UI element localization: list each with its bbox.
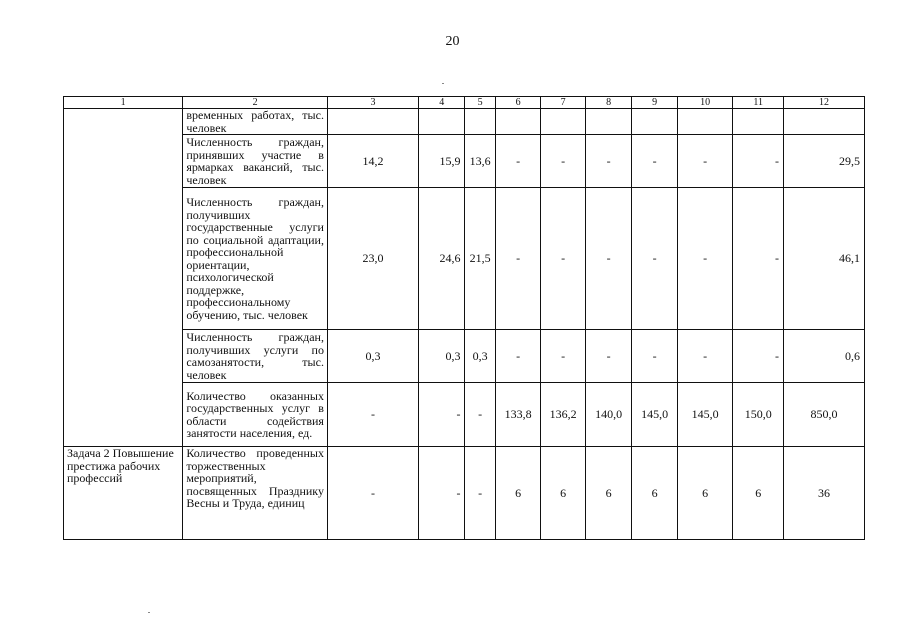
col-header-6: 6 (495, 97, 541, 109)
value-cell: 21,5 (465, 188, 495, 330)
indicator-cell: Количество проведенных торжественных мероприятий, посвященных Празднику Весны и Труда, единиц (183, 447, 328, 540)
col-header-8: 8 (585, 97, 632, 109)
value-cell: - (327, 383, 418, 447)
col-header-5: 5 (465, 97, 495, 109)
value-cell (784, 109, 865, 135)
task-cell: Задача 2 Повышение престижа рабочих профессий (64, 447, 183, 540)
value-cell: - (632, 330, 678, 383)
value-cell: 0,6 (784, 330, 865, 383)
col-header-10: 10 (677, 97, 733, 109)
value-cell: 24,6 (418, 188, 465, 330)
value-cell (632, 109, 678, 135)
value-cell: 23,0 (327, 188, 418, 330)
value-cell: - (327, 447, 418, 540)
indicator-cell: временных работах, тыс. человек (183, 109, 328, 135)
table-row (64, 330, 865, 383)
value-cell: 29,5 (784, 135, 865, 188)
value-cell (733, 109, 784, 135)
value-cell: - (733, 330, 784, 383)
value-cell: 6 (495, 447, 541, 540)
value-cell: - (541, 135, 586, 188)
value-cell: - (733, 135, 784, 188)
value-cell: 0,3 (465, 330, 495, 383)
value-cell: 6 (677, 447, 733, 540)
value-cell: 150,0 (733, 383, 784, 447)
task-cell (64, 109, 183, 447)
col-header-12: 12 (784, 97, 865, 109)
value-cell: - (541, 330, 586, 383)
value-cell: - (465, 383, 495, 447)
value-cell: - (632, 135, 678, 188)
value-cell: - (495, 330, 541, 383)
page-number: 20 (445, 34, 460, 49)
value-cell: 145,0 (677, 383, 733, 447)
value-cell (465, 109, 495, 135)
table-row (64, 135, 865, 188)
value-cell: 145,0 (632, 383, 678, 447)
value-cell (541, 109, 586, 135)
value-cell: 14,2 (327, 135, 418, 188)
value-cell: 13,6 (465, 135, 495, 188)
value-cell: 46,1 (784, 188, 865, 330)
value-cell: 6 (733, 447, 784, 540)
value-cell: 140,0 (585, 383, 632, 447)
header-row (64, 97, 865, 109)
value-cell: 6 (632, 447, 678, 540)
table-row (64, 188, 865, 330)
value-cell: - (465, 447, 495, 540)
value-cell (327, 109, 418, 135)
value-cell: 0,3 (418, 330, 465, 383)
value-cell (677, 109, 733, 135)
value-cell: - (733, 188, 784, 330)
value-cell: - (677, 188, 733, 330)
value-cell: 36 (784, 447, 865, 540)
value-cell: - (495, 188, 541, 330)
scan-speck (148, 612, 150, 613)
col-header-9: 9 (632, 97, 678, 109)
value-cell: - (541, 188, 586, 330)
value-cell: 850,0 (784, 383, 865, 447)
value-cell (585, 109, 632, 135)
value-cell: - (677, 135, 733, 188)
col-header-7: 7 (541, 97, 586, 109)
value-cell: 133,8 (495, 383, 541, 447)
value-cell: 6 (585, 447, 632, 540)
indicator-cell: Количество оказанных государственных услуг в области содействия занятости населения, ед. (183, 383, 328, 447)
indicator-cell: Численность граждан, получивших государственные услуги по социальной адаптации, профессиональной ориентации, психологической поддержке, профессиональному обучению, тыс. человек (183, 188, 328, 330)
col-header-2: 2 (183, 97, 328, 109)
value-cell: - (585, 330, 632, 383)
value-cell: - (585, 188, 632, 330)
col-header-1: 1 (64, 97, 183, 109)
col-header-4: 4 (418, 97, 465, 109)
value-cell (418, 109, 465, 135)
table-row (64, 383, 865, 447)
indicators-table (63, 96, 865, 540)
value-cell: 6 (541, 447, 586, 540)
value-cell: 15,9 (418, 135, 465, 188)
value-cell: - (418, 383, 465, 447)
value-cell: - (677, 330, 733, 383)
value-cell: - (418, 447, 465, 540)
value-cell: - (585, 135, 632, 188)
table-row (64, 109, 865, 135)
value-cell: - (632, 188, 678, 330)
scan-speck (442, 83, 444, 84)
table-row (64, 447, 865, 540)
col-header-11: 11 (733, 97, 784, 109)
indicator-cell: Численность граждан, принявших участие в ярмарках вакансий, тыс. человек (183, 135, 328, 188)
value-cell: 136,2 (541, 383, 586, 447)
col-header-3: 3 (327, 97, 418, 109)
value-cell (495, 109, 541, 135)
value-cell: 0,3 (327, 330, 418, 383)
indicator-cell: Численность граждан, получивших услуги по самозанятости, тыс. человек (183, 330, 328, 383)
value-cell: - (495, 135, 541, 188)
